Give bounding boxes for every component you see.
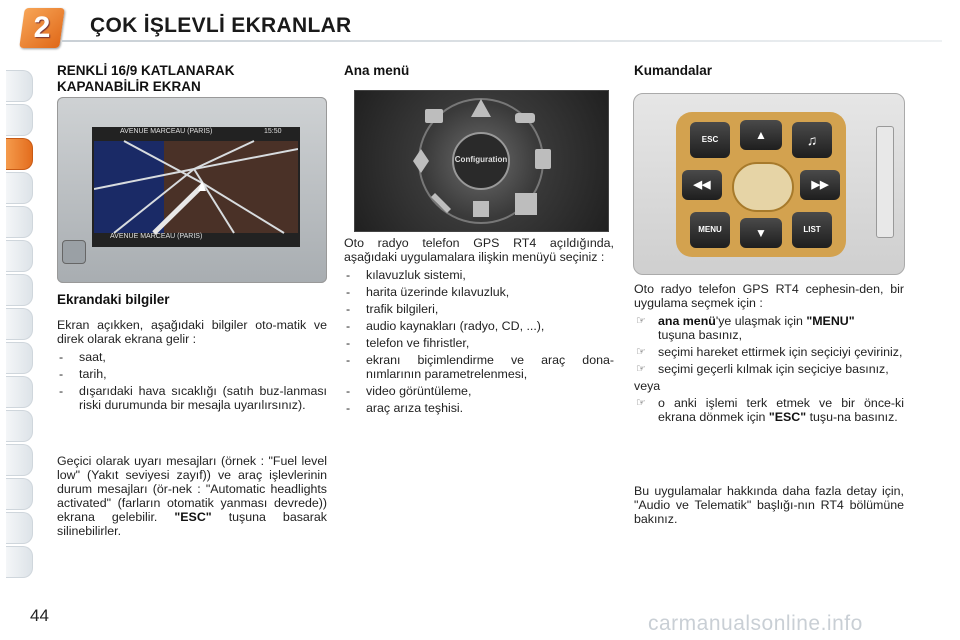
display-info-block [57,318,327,415]
section-title-line: RENKLİ 16/9 KATLANARAK [57,63,235,78]
section-title-screen [57,63,327,95]
music-key[interactable]: ♫ [792,122,832,158]
map-street-label: AVENUE MARCEAU (PARIS) [110,233,203,240]
chapter-number: 2 [33,11,51,44]
chapter-tab[interactable] [6,70,33,102]
step-item [634,396,904,424]
up-arrow-key[interactable]: ▲ [740,120,782,150]
section-title-line: KAPANABİLİR EKRAN [57,79,201,94]
list-item: - ekranı biçimlendirme ve araç dona-nımlarının parametrelenmesi, [344,353,614,381]
map-time-label: 15:50 [264,128,282,135]
list-item: - audio kaynakları (radyo, CD, ...), [344,319,614,333]
pointing-hand-icon: ☞ [636,315,646,327]
chapter-tab[interactable] [6,342,33,374]
esc-key[interactable]: ESC [690,122,730,158]
header-rule [62,40,942,42]
pointing-hand-icon: ☞ [636,346,646,358]
screen-fold-button [62,240,86,264]
note-text: Geçici olarak uyarı mesajları (örnek : "Fuel level low" (Yakıt seviyesi zayıf)) ve araç işlevlerinin durum mesajları (ör-nek : "Automatic headlights activated" (farların otomatik yanması devrede)) ekrana gelebilir. [57,454,327,524]
controls-steps-alt [634,396,904,424]
esc-key-label: "ESC" [768,410,807,424]
section-title-display-info: Ekrandaki bilgiler [57,292,170,307]
chapter-tabs [0,60,36,580]
note-text: tuşuna basarak silinebilirler. [57,510,328,538]
step-text: o anki işlemi terk etmek ve bir önce-ki ekrana dönmek için [658,396,904,424]
step-text: 'ye ulaşmak için [715,314,807,328]
list-item: - dışarıdaki hava sıcaklığı (satıh buz-lanması riski durumunda bir mesajla uyarılırsınız). [57,384,327,412]
step-text: seçimi geçerli kılmak için seçiciye basınız, [658,362,889,376]
video-icon [515,193,537,215]
menu-key-label: "MENU" [806,314,855,328]
chapter-tab[interactable] [6,478,33,510]
menu-center-label: Configuration [454,155,508,164]
map-icon [413,149,429,173]
controls-panel [676,112,846,257]
pointing-hand-icon: ☞ [636,397,646,409]
list-item: - harita üzerinde kılavuzluk, [344,285,614,299]
main-menu-block [344,236,614,418]
selector-knob[interactable] [732,162,794,212]
list-item: - telefon ve fihristler, [344,336,614,350]
page-number: 44 [30,606,49,625]
paragraph: Oto radyo telefon GPS RT4 açıldığında, aşağıdaki uygulamalara ilişkin menüyü seçiniz : [344,236,614,264]
section-title-main-menu: Ana menü [344,63,410,78]
warning-note [57,454,327,538]
chapter-tab[interactable] [6,444,33,476]
step-item [634,362,904,376]
traffic-icon [471,99,491,117]
guidance-icon [425,109,443,123]
chapter-tab[interactable] [6,274,33,306]
phone-icon [535,149,551,169]
list-key[interactable]: LIST [792,212,832,248]
list-item: - kılavuzluk sistemi, [344,268,614,282]
chapter-tab[interactable] [6,104,33,136]
step-text: seçimi hareket ettirmek için seçiciyi çeviriniz, [658,345,903,359]
chapter-tab[interactable] [6,240,33,272]
navigation-screen [92,127,300,247]
paragraph: Oto radyo telefon GPS RT4 cephesin-den, bir uygulama seçmek için : [634,282,904,310]
navigation-map [94,129,298,245]
watermark: carmanualsonline.info [648,612,863,635]
section-title-controls: Kumandalar [634,63,713,78]
list-item: - trafik bilgileri, [344,302,614,316]
paragraph: Ekran açıkken, aşağıdaki bilgiler oto-matik ve direk olarak ekrana gelir : [57,318,327,346]
map-street-label: AVENUE MARCEAU (PARIS) [120,128,213,135]
chapter-tab[interactable] [6,546,33,578]
info-list [57,350,327,412]
step-bold: ana menü [658,314,716,328]
list-item: - araç arıza teşhisi. [344,401,614,415]
or-text: veya [634,379,661,393]
chapter-tab[interactable] [6,376,33,408]
page-title: ÇOK İŞLEVLİ EKRANLAR [90,14,352,37]
controls-block [634,282,904,427]
chapter-tab-active[interactable] [6,138,33,170]
list-item: - video görüntüleme, [344,384,614,398]
menu-list [344,268,614,415]
list-item: - tarih, [57,367,327,381]
step-text: tuşu-na basınız. [806,410,898,424]
audio-icon [515,113,535,123]
esc-key-label: "ESC" [174,510,212,524]
controls-steps [634,314,904,376]
chapter-tab[interactable] [6,206,33,238]
diagnostics-icon [473,201,489,217]
chapter-tab[interactable] [6,410,33,442]
cd-slot [876,126,894,238]
step-item [634,345,904,359]
chapter-tab[interactable] [6,308,33,340]
step-text: tuşuna basınız, [658,328,743,342]
down-arrow-key[interactable]: ▼ [740,218,782,248]
reference-note: Bu uygulamalar hakkında daha fazla detay için, "Audio ve Telematik" başlığı-nın RT4 bölümüne bakınız. [634,484,904,526]
rewind-key[interactable]: ◀◀ [682,170,722,200]
chapter-tab[interactable] [6,172,33,204]
step-item [634,314,904,342]
pointing-hand-icon: ☞ [636,363,646,375]
chapter-tab[interactable] [6,512,33,544]
list-item: - saat, [57,350,327,364]
settings-icon [431,193,451,213]
menu-key[interactable]: MENU [690,212,730,248]
forward-key[interactable]: ▶▶ [800,170,840,200]
